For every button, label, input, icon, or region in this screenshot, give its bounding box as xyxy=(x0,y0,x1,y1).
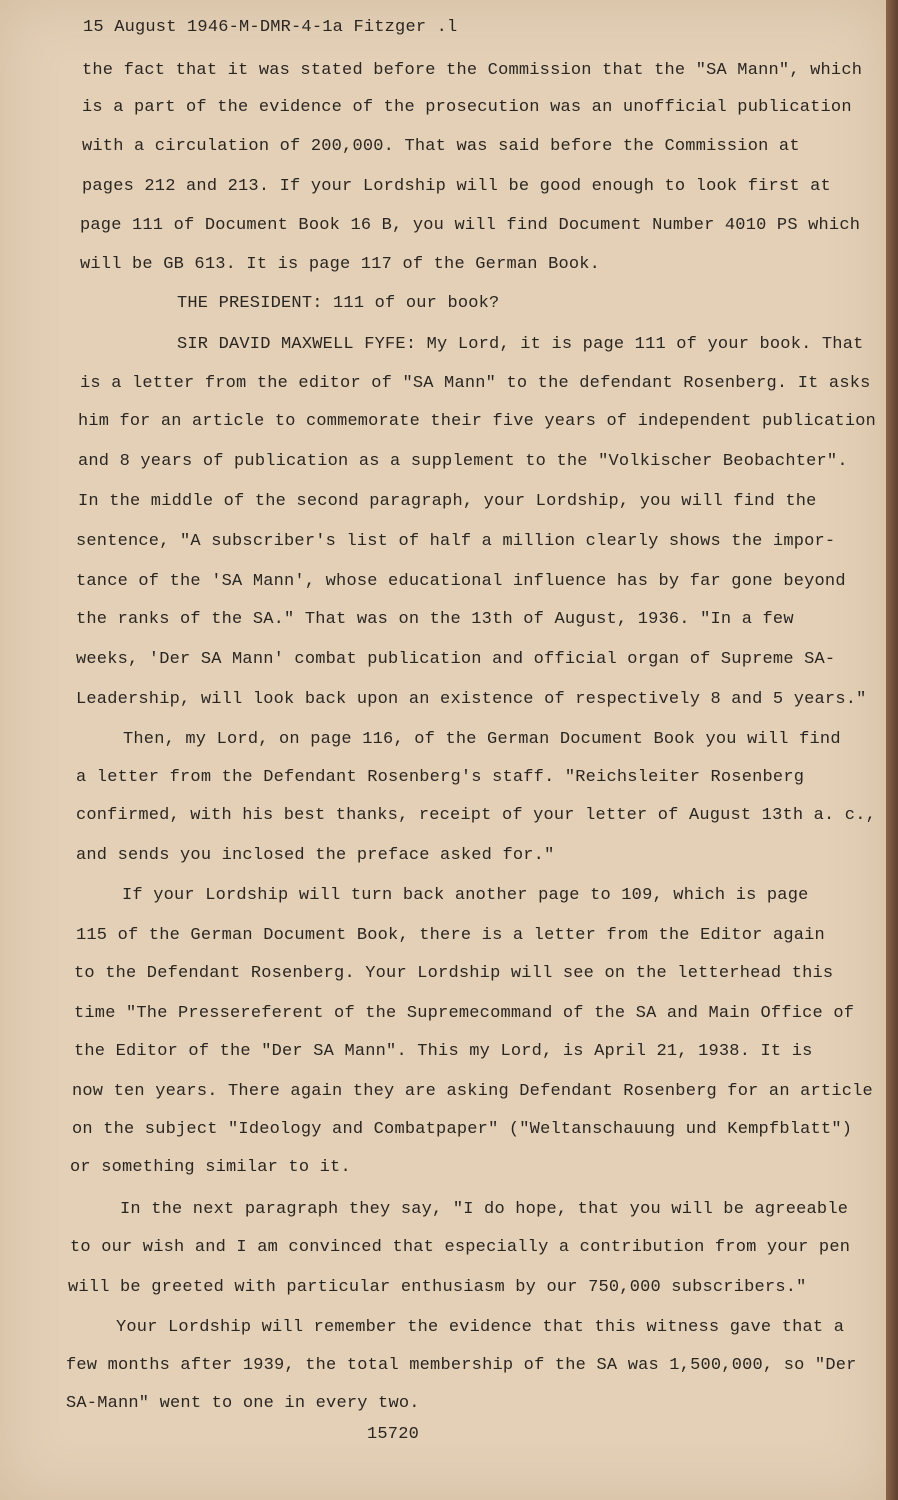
body-line: the Editor of the "Der SA Mann". This my Lord, is April 21, 1938. It is xyxy=(74,1042,813,1061)
body-line: is a part of the evidence of the prosecution was an unofficial publication xyxy=(82,98,852,117)
body-line: on the subject "Ideology and Combatpaper" ("Weltanschauung und Kempfblatt") xyxy=(72,1120,853,1139)
body-line: time "The Pressereferent of the Supremecommand of the SA and Main Office of xyxy=(74,1004,855,1023)
body-line: will be GB 613. It is page 117 of the German Book. xyxy=(80,255,601,274)
body-line: sentence, "A subscriber's list of half a million clearly shows the impor- xyxy=(76,532,836,551)
body-line: and sends you inclosed the preface asked for." xyxy=(76,846,555,865)
body-line: pages 212 and 213. If your Lordship will be good enough to look first at xyxy=(82,177,831,196)
body-line: to the Defendant Rosenberg. Your Lordship will see on the letterhead this xyxy=(74,964,834,983)
body-line: few months after 1939, the total membership of the SA was 1,500,000, so "Der xyxy=(66,1356,857,1375)
body-line: the ranks of the SA." That was on the 13th of August, 1936. "In a few xyxy=(76,610,794,629)
body-line: In the next paragraph they say, "I do hope, that you will be agreeable xyxy=(120,1200,849,1219)
body-line: 115 of the German Document Book, there is a letter from the Editor again xyxy=(76,926,825,945)
body-line: with a circulation of 200,000. That was said before the Commission at xyxy=(82,137,800,156)
page-header: 15 August 1946-M-DMR-4-1a Fitzger .l xyxy=(83,18,458,37)
body-line: him for an article to commemorate their five years of independent publication xyxy=(78,412,876,431)
body-line: SIR DAVID MAXWELL FYFE: My Lord, it is page 111 of your book. That xyxy=(177,335,864,354)
body-line: Your Lordship will remember the evidence that this witness gave that a xyxy=(116,1318,845,1337)
body-line: page 111 of Document Book 16 B, you will find Document Number 4010 PS which xyxy=(80,216,861,235)
body-line: If your Lordship will turn back another page to 109, which is page xyxy=(122,886,809,905)
body-line: Leadership, will look back upon an existence of respectively 8 and 5 years." xyxy=(76,690,867,709)
body-line: will be greeted with particular enthusiasm by our 750,000 subscribers." xyxy=(68,1278,807,1297)
body-line: Then, my Lord, on page 116, of the German Document Book you will find xyxy=(123,730,841,749)
body-line: now ten years. There again they are asking Defendant Rosenberg for an article xyxy=(72,1082,873,1101)
body-line: to our wish and I am convinced that especially a contribution from your pen xyxy=(70,1238,851,1257)
body-line: or something similar to it. xyxy=(70,1158,351,1177)
body-line: is a letter from the editor of "SA Mann" to the defendant Rosenberg. It asks xyxy=(80,374,871,393)
body-line: a letter from the Defendant Rosenberg's staff. "Reichsleiter Rosenberg xyxy=(76,768,805,787)
body-line: confirmed, with his best thanks, receipt of your letter of August 13th a. c., xyxy=(76,806,876,825)
body-line: weeks, 'Der SA Mann' combat publication and official organ of Supreme SA- xyxy=(76,650,836,669)
body-line: In the middle of the second paragraph, your Lordship, you will find the xyxy=(78,492,817,511)
paper-edge xyxy=(886,0,898,1500)
body-line: the fact that it was stated before the Commission that the "SA Mann", which xyxy=(82,61,863,80)
body-line: THE PRESIDENT: 111 of our book? xyxy=(177,294,500,313)
body-line: and 8 years of publication as a supplement to the "Volkischer Beobachter". xyxy=(78,452,848,471)
page-number: 15720 xyxy=(367,1425,420,1444)
body-line: tance of the 'SA Mann', whose educational influence has by far gone beyond xyxy=(76,572,846,591)
body-line: SA-Mann" went to one in every two. xyxy=(66,1394,420,1413)
